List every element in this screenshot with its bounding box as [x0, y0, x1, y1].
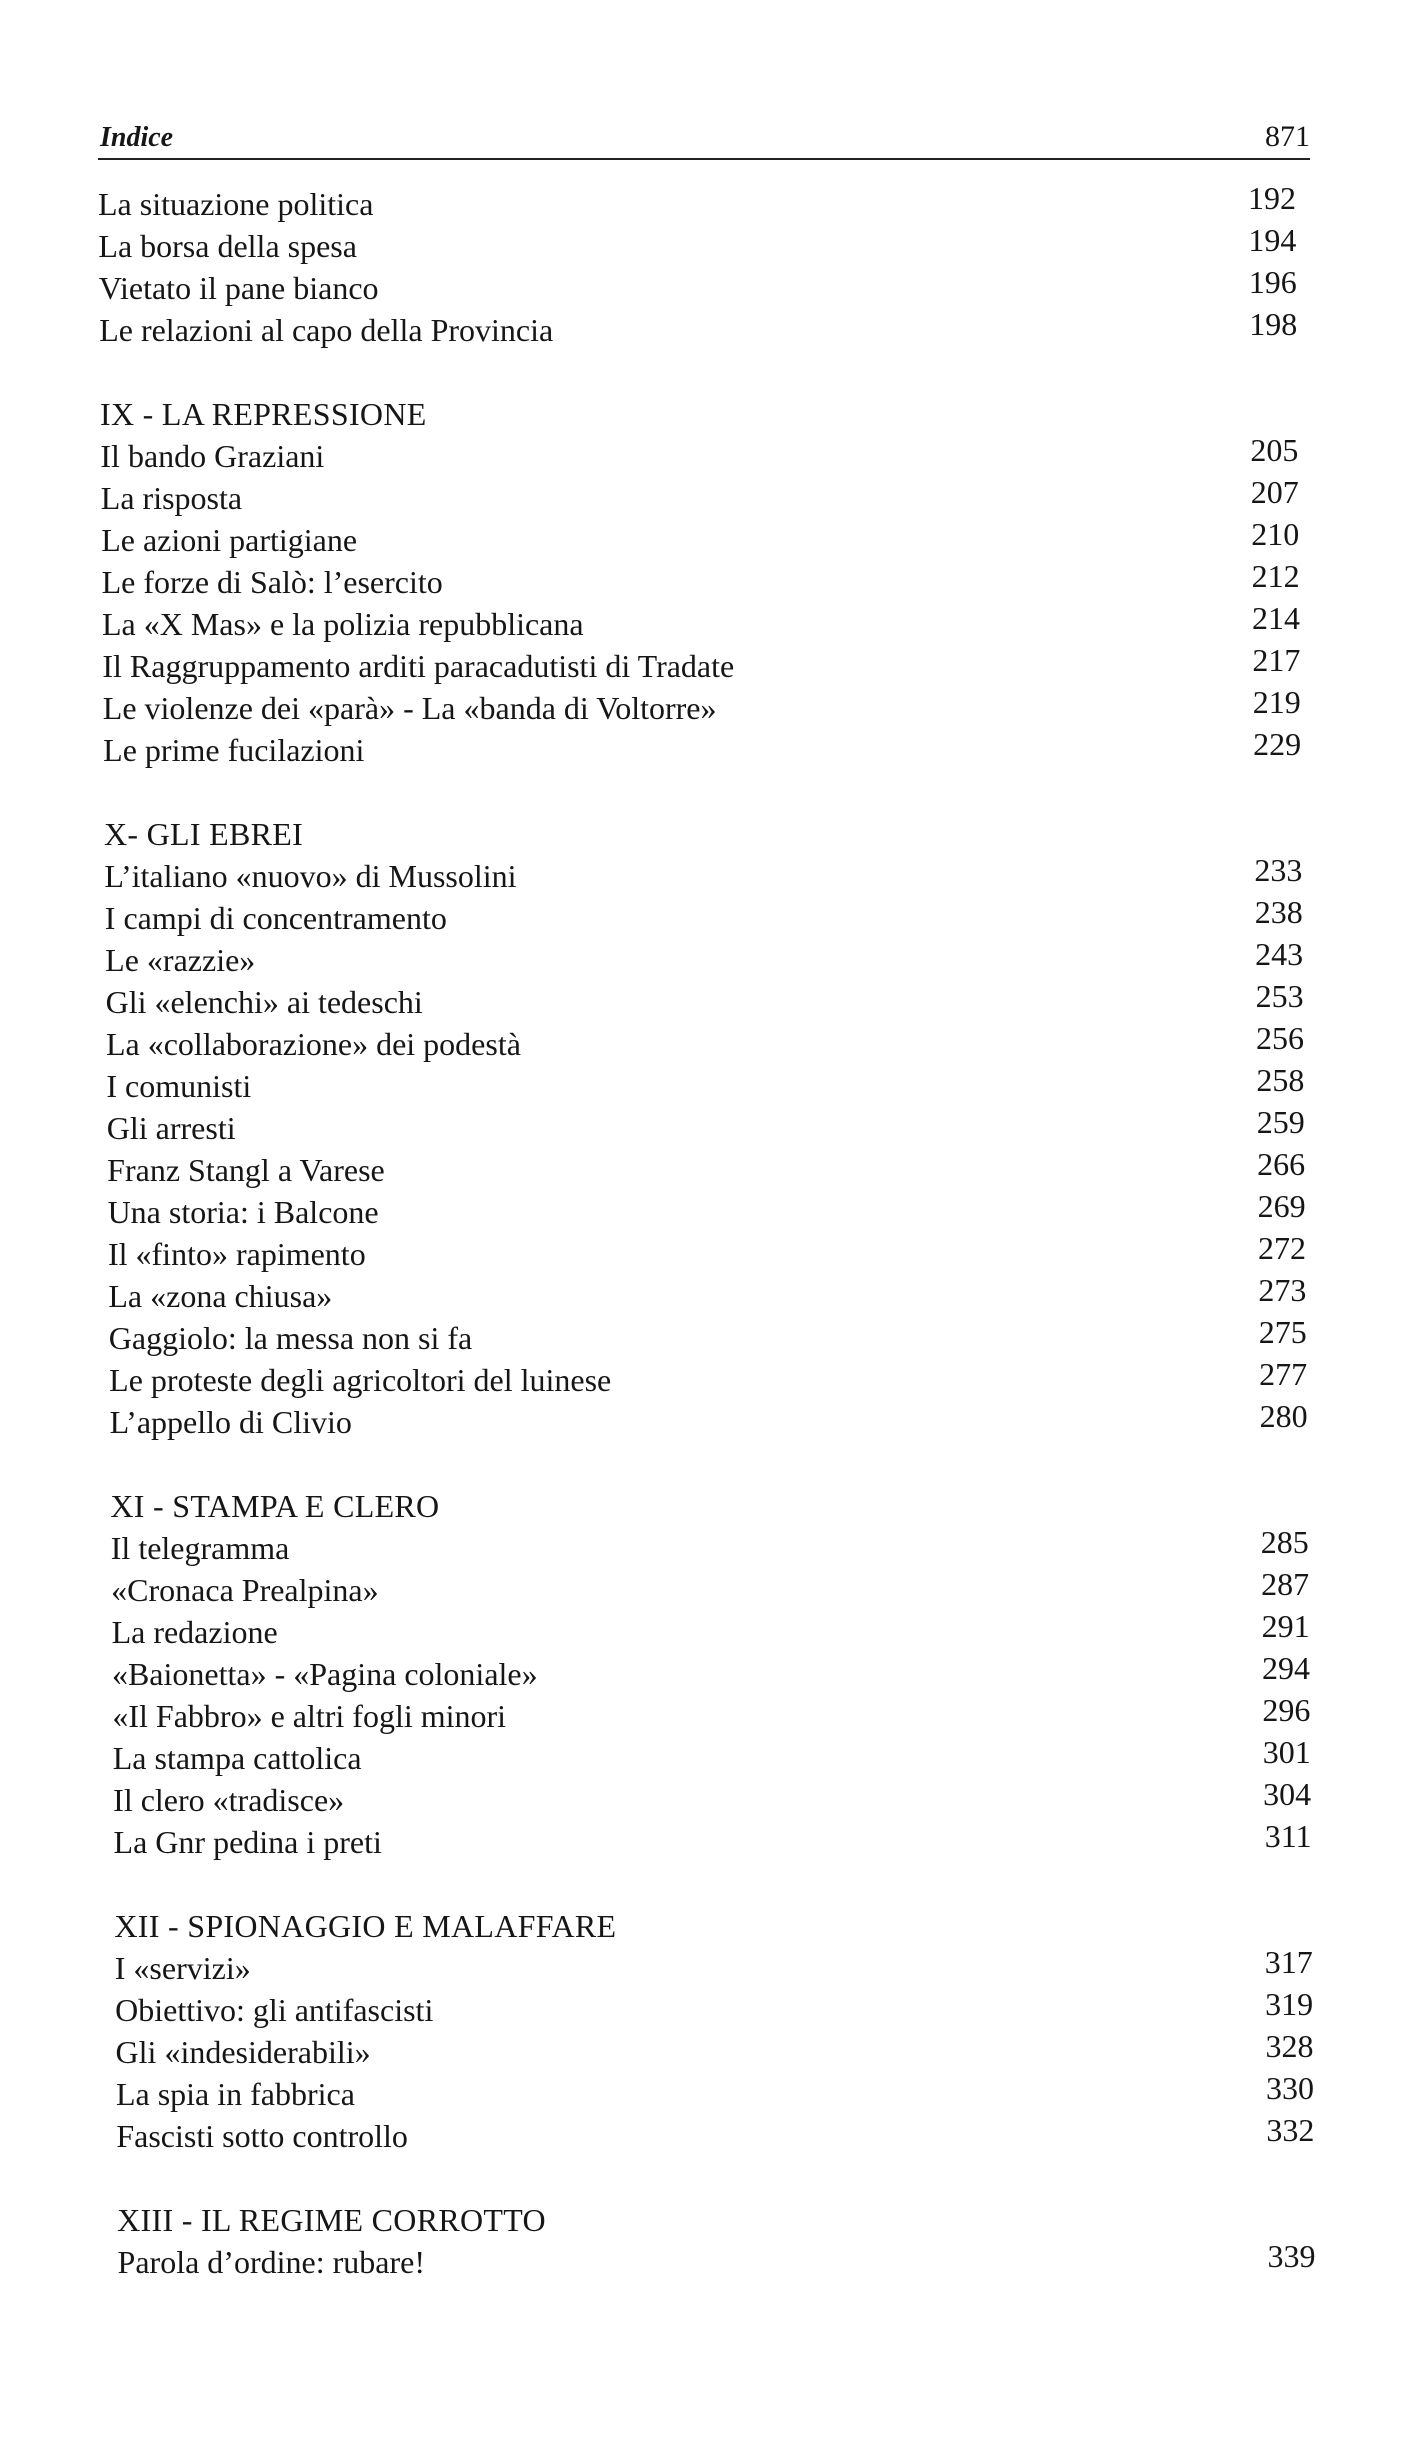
toc-entry[interactable]	[115, 1986, 1314, 2031]
toc-entry-page: 296	[1262, 1692, 1311, 1728]
toc-entry[interactable]	[99, 306, 1298, 351]
toc-entry-title: Vietato il pane bianco	[98, 270, 379, 306]
toc-entry-page: 194	[1248, 222, 1297, 258]
toc-entry[interactable]	[117, 2238, 1316, 2283]
toc-entry-page: 198	[1249, 306, 1298, 342]
toc-entry[interactable]	[100, 432, 1299, 477]
running-title: Indice	[100, 122, 174, 153]
toc-entry[interactable]	[98, 180, 1296, 225]
toc-entry-title: «Baionetta» - «Pagina coloniale»	[111, 1656, 538, 1692]
toc-entry[interactable]	[113, 1776, 1312, 1821]
toc-entry-title: Parola d’ordine: rubare!	[117, 2244, 425, 2280]
toc-entry[interactable]	[111, 1608, 1310, 1653]
toc-entry-page: 217	[1252, 642, 1301, 678]
toc-entry-page: 207	[1250, 474, 1299, 510]
toc-entry-title: Una storia: i Balcone	[107, 1194, 379, 1230]
toc-entry[interactable]	[98, 222, 1297, 267]
toc-entry-page: 210	[1251, 516, 1300, 552]
toc-entry-title: Franz Stangl a Varese	[107, 1152, 385, 1188]
toc-entry-page: 304	[1263, 1776, 1312, 1812]
chapter-heading	[114, 1905, 1312, 1947]
toc-entry-title: La Gnr pedina i preti	[113, 1824, 382, 1860]
toc-entry[interactable]	[101, 600, 1300, 645]
toc-entry-title: Le prime fucilazioni	[103, 732, 365, 768]
toc-entry-page: 266	[1257, 1146, 1306, 1182]
toc-entry[interactable]	[111, 1650, 1310, 1695]
toc-entry-title: Le «razzie»	[105, 942, 256, 978]
toc-entry[interactable]	[106, 1104, 1305, 1149]
toc-entry-title: Il bando Graziani	[100, 438, 325, 474]
toc-entry-title: Le relazioni al capo della Provincia	[99, 312, 554, 348]
toc-entry-title: La «X Mas» e la polizia repubblicana	[101, 606, 584, 642]
toc-entry-page: 205	[1250, 432, 1299, 468]
toc-entry-page: 243	[1255, 936, 1304, 972]
toc-entry-title: Il «finto» rapimento	[107, 1236, 366, 1272]
toc-entry-title: Gli «elenchi» ai tedeschi	[105, 984, 423, 1020]
toc-entry[interactable]	[103, 726, 1302, 771]
toc-entry-page: 275	[1258, 1314, 1307, 1350]
toc-entry-title: La borsa della spesa	[98, 228, 357, 264]
toc-entry-page: 192	[1248, 180, 1296, 216]
toc-entry-page: 317	[1264, 1944, 1313, 1980]
toc-entry[interactable]	[115, 2070, 1314, 2115]
toc-entry-page: 287	[1261, 1566, 1310, 1602]
toc-entry-title: Le forze di Salò: l’esercito	[101, 564, 443, 600]
toc-entry-title: Obiettivo: gli antifascisti	[115, 1992, 434, 2028]
toc-entry-page: 294	[1261, 1650, 1310, 1686]
chapter-title: XII - SPIONAGGIO E MALAFFARE	[114, 1908, 617, 1944]
toc-entry[interactable]	[100, 474, 1299, 519]
toc-entry-title: «Cronaca Prealpina»	[111, 1572, 379, 1608]
toc-entry-title: I comunisti	[106, 1068, 252, 1104]
toc-entry[interactable]	[104, 894, 1303, 939]
chapter-heading	[117, 2199, 1315, 2241]
toc-entry-title: L’italiano «nuovo» di Mussolini	[104, 858, 517, 894]
toc-entry-page: 291	[1261, 1608, 1310, 1644]
toc-entry-page: 256	[1255, 1020, 1304, 1056]
toc-entry-title: La stampa cattolica	[112, 1740, 362, 1776]
toc-entry-page: 212	[1251, 558, 1300, 594]
toc-entry-title: L’appello di Clivio	[109, 1404, 352, 1440]
toc-entry[interactable]	[105, 978, 1304, 1023]
toc-entry[interactable]	[113, 1818, 1312, 1863]
toc-entry-title: Le azioni partigiane	[101, 522, 358, 558]
chapter-title: X- GLI EBREI	[103, 816, 304, 852]
toc-entry[interactable]	[107, 1188, 1306, 1233]
toc-entry-title: Il clero «tradisce»	[113, 1782, 345, 1818]
toc-entry[interactable]	[105, 936, 1304, 981]
toc-entry-page: 233	[1254, 852, 1303, 888]
toc-entry[interactable]	[112, 1734, 1311, 1779]
toc-entry-title: Il Raggruppamento arditi paracadutisti di Tradate	[102, 648, 735, 684]
toc-entry[interactable]	[111, 1566, 1310, 1611]
chapter-heading	[104, 813, 1302, 855]
chapter-title: XIII - IL REGIME CORROTTO	[117, 2202, 546, 2238]
toc-entry[interactable]	[107, 1230, 1306, 1275]
toc-entry-page: 259	[1256, 1104, 1305, 1140]
toc-entry-title: Il telegramma	[110, 1530, 290, 1566]
toc-entry[interactable]	[107, 1146, 1306, 1191]
toc-entry-page: 301	[1262, 1734, 1311, 1770]
toc-entry-page: 273	[1258, 1272, 1307, 1308]
chapter-title: IX - LA REPRESSIONE	[99, 396, 427, 432]
toc-entry[interactable]	[98, 264, 1297, 309]
toc-entry[interactable]	[102, 642, 1301, 687]
toc-entry-title: La risposta	[100, 480, 243, 516]
toc-entry-page: 277	[1259, 1356, 1308, 1392]
chapter-heading	[100, 393, 1298, 435]
toc-entry-title: La redazione	[111, 1614, 278, 1650]
toc-entry-title: La spia in fabbrica	[115, 2076, 355, 2112]
toc-entry[interactable]	[101, 516, 1300, 561]
toc-entry-page: 339	[1267, 2238, 1316, 2274]
toc-entry-page: 311	[1264, 1818, 1312, 1854]
toc-entry-title: Fascisti sotto controllo	[116, 2118, 408, 2154]
toc-entry[interactable]	[115, 2028, 1314, 2073]
toc-entry-title: Le violenze dei «parà» - La «banda di Voltorre»	[102, 690, 717, 726]
toc-entry-title: La situazione politica	[98, 186, 374, 222]
chapter-title: XI - STAMPA E CLERO	[110, 1488, 440, 1524]
toc-entry[interactable]	[101, 558, 1300, 603]
toc-entry[interactable]	[109, 1356, 1308, 1401]
toc-entry-page: 214	[1251, 600, 1300, 636]
toc-entry-page: 238	[1254, 894, 1303, 930]
toc-entry-page: 328	[1265, 2028, 1314, 2064]
toc-entry-page: 219	[1252, 684, 1301, 720]
toc-entry[interactable]	[110, 1524, 1309, 1569]
toc-entry[interactable]	[105, 1020, 1304, 1065]
toc-entry-title: «Il Fabbro» e altri fogli minori	[112, 1698, 507, 1734]
toc-entry-page: 258	[1256, 1062, 1305, 1098]
toc-entry[interactable]	[104, 852, 1303, 897]
page-number: 871	[1265, 120, 1310, 153]
toc-entry-title: La «zona chiusa»	[108, 1278, 333, 1314]
toc-entry-page: 285	[1260, 1524, 1309, 1560]
toc-entry-page: 269	[1257, 1188, 1306, 1224]
toc-entry-page: 272	[1257, 1230, 1306, 1266]
toc-entry[interactable]	[102, 684, 1301, 729]
toc-entry[interactable]	[114, 1944, 1313, 1989]
toc-entry[interactable]	[108, 1314, 1307, 1359]
toc-entry-title: Gli arresti	[106, 1110, 236, 1146]
toc-entry-title: La «collaborazione» dei podestà	[105, 1026, 521, 1062]
toc-entry-title: I campi di concentramento	[104, 900, 447, 936]
toc-entry-page: 229	[1253, 726, 1302, 762]
toc-entry-page: 253	[1255, 978, 1304, 1014]
toc-entry[interactable]	[116, 2112, 1315, 2157]
toc-entry-page: 319	[1265, 1986, 1314, 2022]
toc-entry-title: Gaggiolo: la messa non si fa	[108, 1320, 473, 1356]
toc-entry-title: I «servizi»	[114, 1950, 251, 1986]
toc-entry-title: Gli «indesiderabili»	[115, 2034, 371, 2070]
toc-entry[interactable]	[106, 1062, 1305, 1107]
toc-entry-page: 332	[1266, 2112, 1315, 2148]
toc-entry-page: 196	[1248, 264, 1297, 300]
toc-entry[interactable]	[109, 1398, 1308, 1443]
toc-entry-page: 330	[1265, 2070, 1314, 2106]
toc-entry-page: 280	[1259, 1398, 1308, 1434]
toc-entry-title: Le proteste degli agricoltori del luinese	[109, 1362, 612, 1398]
toc-entry[interactable]	[112, 1692, 1311, 1737]
toc-entry[interactable]	[108, 1272, 1307, 1317]
chapter-heading	[110, 1485, 1308, 1527]
